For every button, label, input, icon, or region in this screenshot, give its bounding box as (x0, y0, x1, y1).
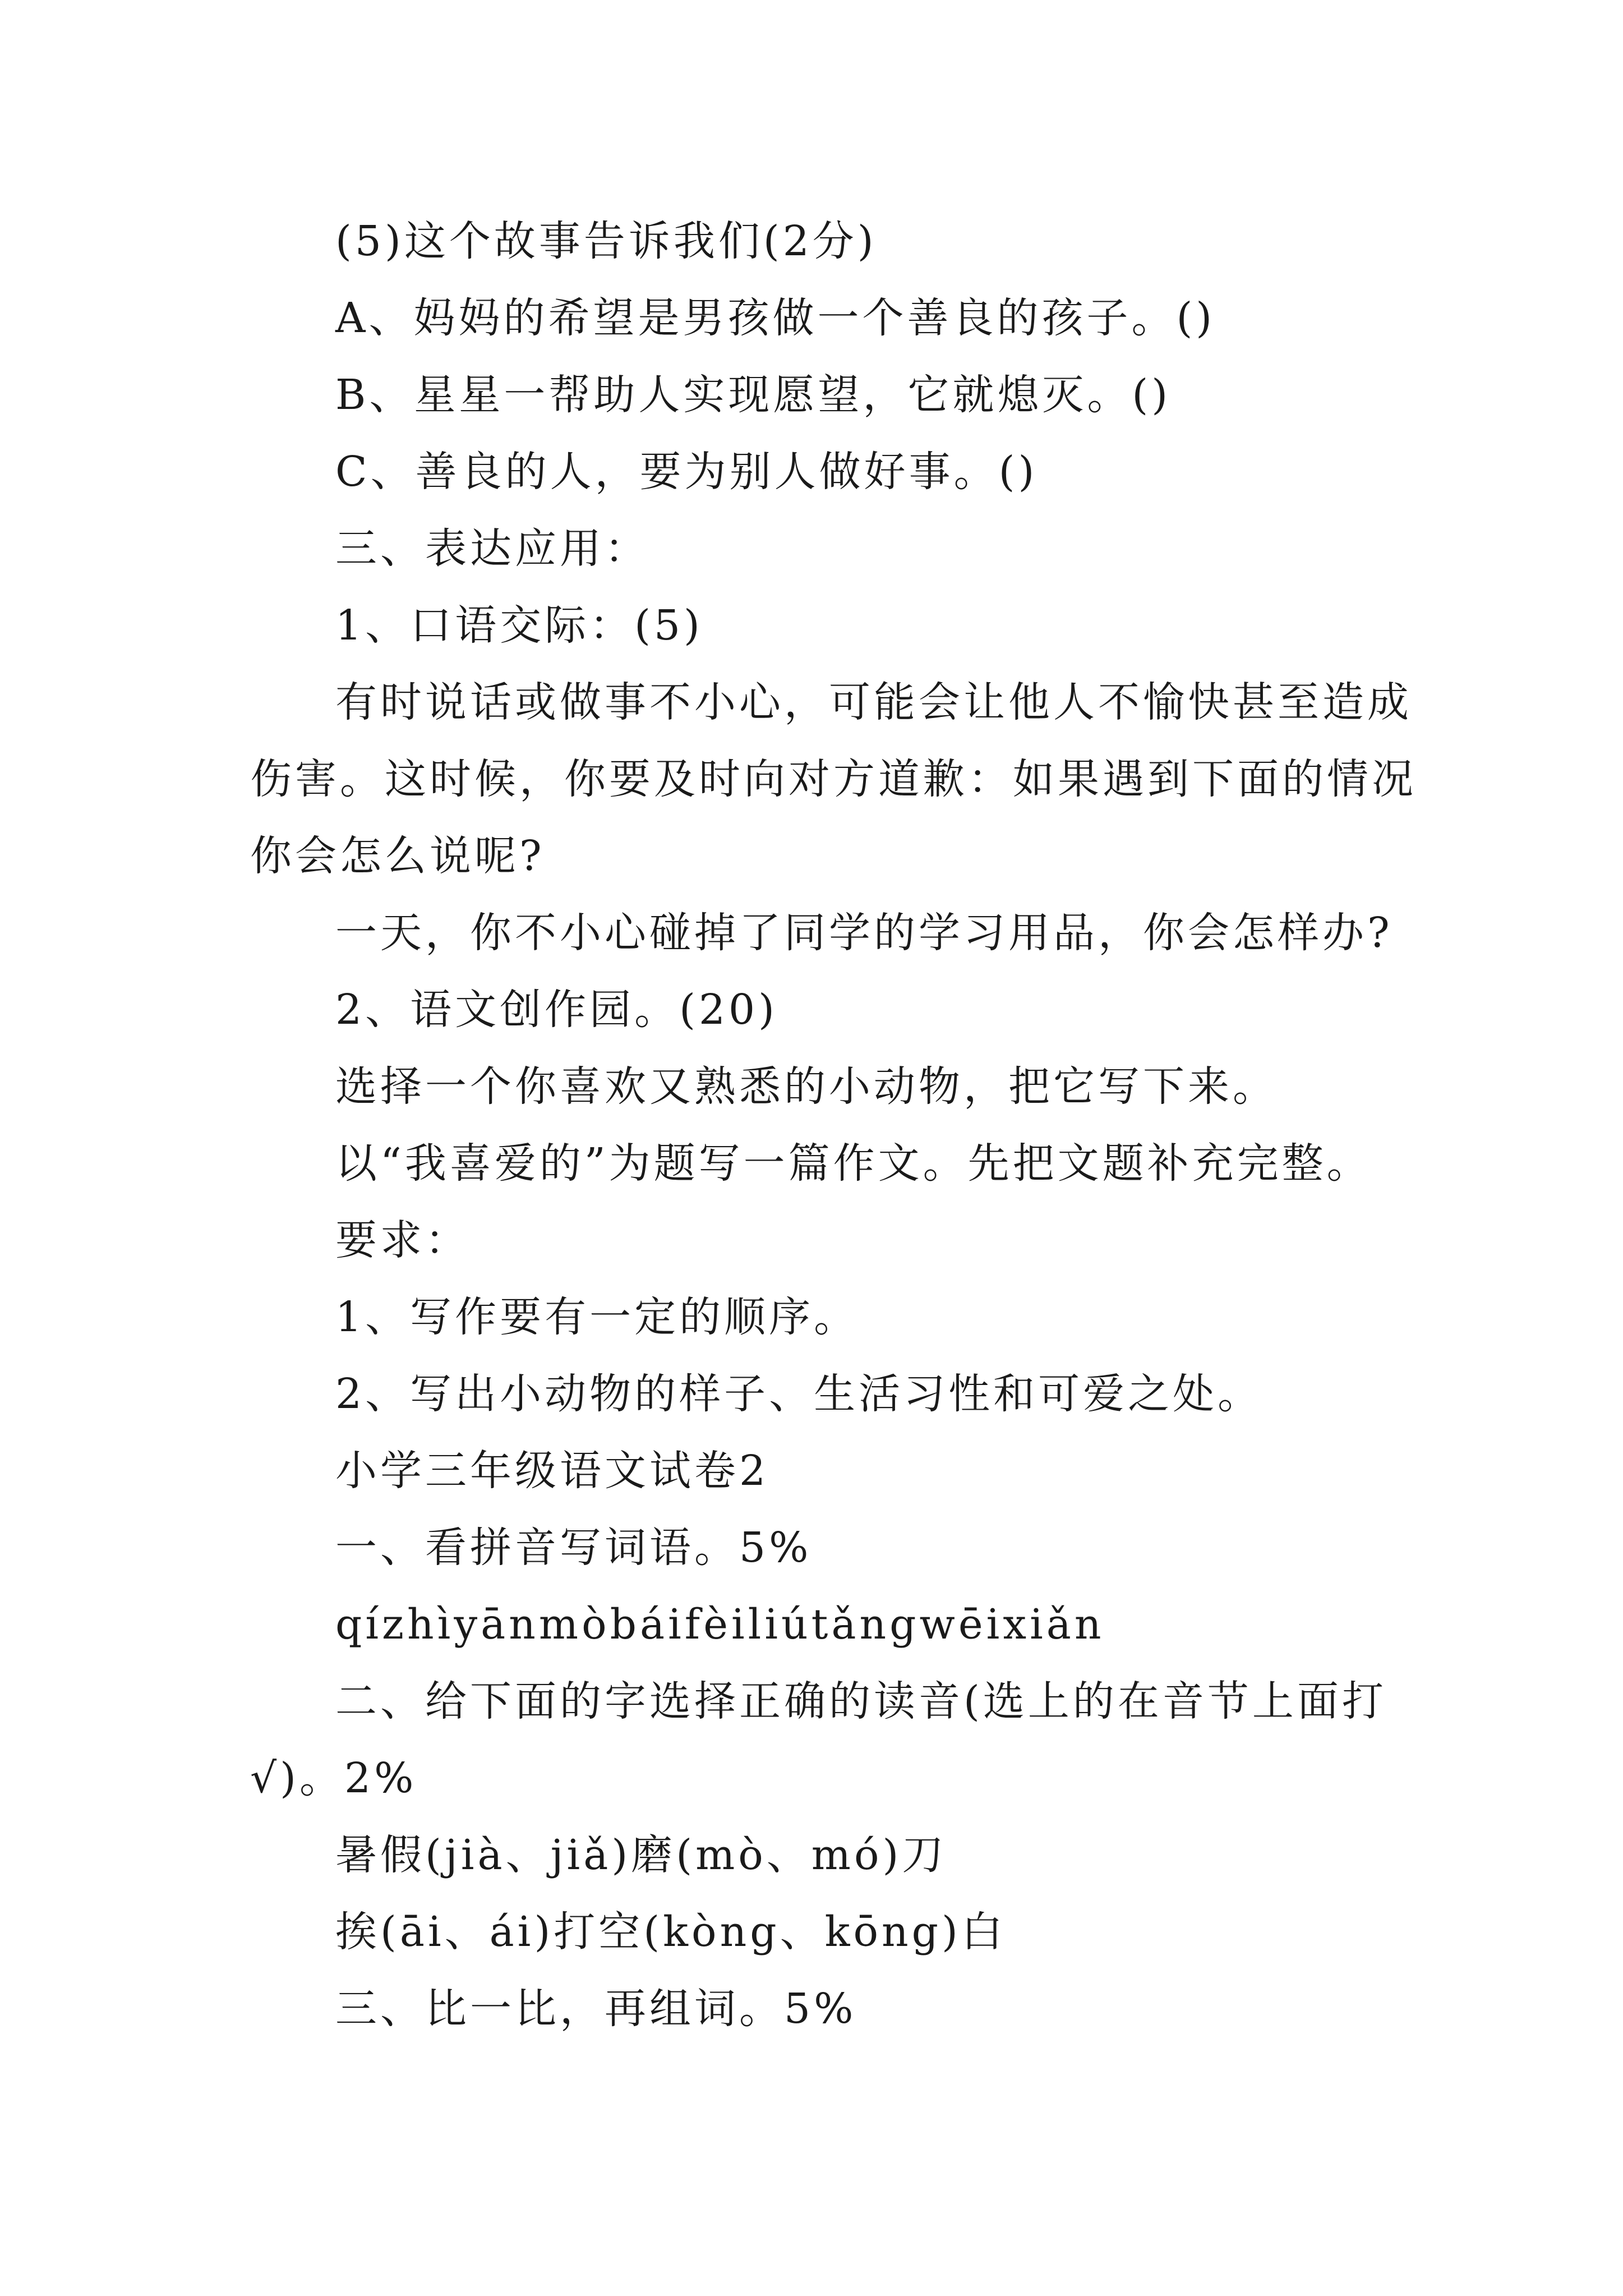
requirement-item: 1、写作要有一定的顺序。 (335, 1293, 859, 1341)
section-1-heading: 一、看拼音写词语。5% (335, 1524, 812, 1572)
pronunciation-item: 挨(āi、ái)打空(kòng、kōng)白 (335, 1908, 1006, 1956)
paragraph-line: 有时说话或做事不小心，可能会让他人不愉快甚至造成 (335, 678, 1412, 726)
pronunciation-item: 暑假(jià、jiǎ)磨(mò、mó)刀 (335, 1831, 947, 1879)
pinyin-line: qízhìyānmòbáifèiliútǎngwēixiǎn (335, 1600, 1105, 1649)
scenario-question: 一天，你不小心碰掉了同学的学习用品，你会怎样办? (335, 909, 1393, 957)
paragraph-line: 伤害。这时候，你要及时向对方道歉：如果遇到下面的情况 (250, 755, 1417, 803)
paragraph-line: 你会怎么说呢? (250, 832, 545, 880)
writing-instruction: 选择一个你喜欢又熟悉的小动物，把它写下来。 (335, 1062, 1278, 1111)
section-2-heading: 二、给下面的字选择正确的读音(选上的在音节上面打 (335, 1677, 1387, 1726)
option-b: B、星星一帮助人实现愿望，它就熄灭。() (335, 371, 1172, 419)
writing-heading: 2、语文创作园。(20) (335, 986, 778, 1034)
section-3b-heading: 三、比一比，再组词。5% (335, 1985, 857, 2033)
writing-instruction: 以“我喜爱的”为题写一篇作文。先把文题补充完整。 (335, 1139, 1372, 1188)
option-c: C、善良的人，要为别人做好事。() (335, 448, 1038, 496)
oral-communication-heading: 1、口语交际：(5) (335, 601, 703, 650)
section-2-heading-cont: √)。2% (250, 1754, 417, 1802)
requirements-heading: 要求： (335, 1216, 470, 1264)
question-5-heading: (5)这个故事告诉我们(2分) (335, 217, 877, 265)
section-3-heading: 三、表达应用： (335, 524, 649, 573)
requirement-item: 2、写出小动物的样子、生活习性和可爱之处。 (335, 1370, 1263, 1418)
option-a: A、妈妈的希望是男孩做一个善良的孩子。() (335, 294, 1216, 342)
exam-title: 小学三年级语文试卷2 (335, 1447, 769, 1495)
